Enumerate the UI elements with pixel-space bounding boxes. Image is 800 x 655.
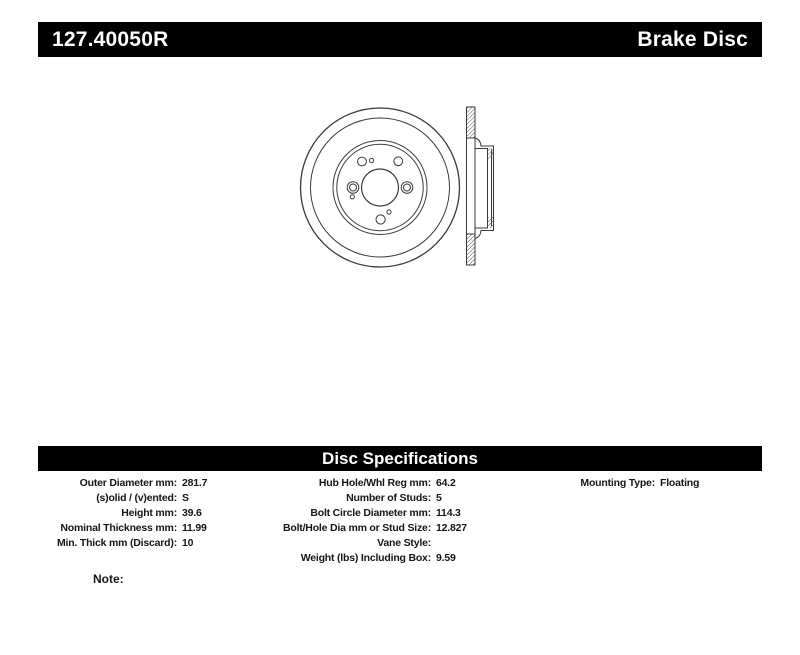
spec-column-middle: [280, 476, 467, 566]
stud-hole-top-left: [358, 157, 367, 166]
spec-row-weight: [280, 551, 467, 566]
spec-label: Height mm:: [121, 507, 177, 519]
spec-label: Bolt Circle Diameter mm:: [310, 507, 431, 519]
spec-row-hub-hole: [280, 476, 467, 491]
spec-row-bolt-hole-dia: [280, 521, 467, 536]
hat-inner-profile: [475, 149, 488, 229]
spec-value: 39.6: [182, 507, 202, 519]
spec-value: S: [182, 492, 189, 504]
rotor-plate-hatch-top: [467, 107, 476, 138]
spec-label: Bolt/Hole Dia mm or Stud Size:: [282, 522, 431, 534]
stud-hole-right: [404, 184, 411, 191]
spec-row-nominal-thickness: [30, 521, 207, 536]
spec-value: 9.59: [436, 552, 456, 564]
spec-value: 64.2: [436, 477, 456, 489]
stud-hole-left: [350, 184, 357, 191]
spec-label: (s)olid / (v)ented:: [96, 492, 177, 504]
spec-row-number-of-studs: [280, 491, 467, 506]
spec-value: 114.3: [436, 507, 461, 519]
spec-value: 5: [436, 492, 442, 504]
stud-hole-bottom: [376, 215, 385, 224]
disc-specifications-bar: [38, 446, 762, 471]
spec-label: Min. Thick mm (Discard):: [56, 537, 177, 549]
section-title: Disc Specifications: [322, 448, 478, 468]
spec-label: Mounting Type:: [580, 477, 655, 489]
small-hole-top: [370, 158, 374, 162]
spec-value: 281.7: [182, 477, 208, 489]
spec-row-vane-style: [280, 536, 467, 551]
spec-column-right: [530, 476, 699, 491]
note-label: Note:: [93, 572, 124, 586]
spec-label: Outer Diameter mm:: [79, 477, 177, 489]
spec-value: 10: [182, 537, 194, 549]
spec-row-solid-vented: [30, 491, 207, 506]
spec-label: Number of Studs:: [346, 492, 431, 504]
part-number: 127.40050R: [52, 27, 169, 51]
spec-value: 12.827: [436, 522, 467, 534]
outer-diameter-circle: [301, 108, 460, 267]
spec-row-outer-diameter: [30, 476, 207, 491]
disc-cross-section: [467, 107, 494, 265]
stud-hole-top-right: [394, 157, 403, 166]
small-hole-left: [350, 195, 354, 199]
spec-value: Floating: [660, 477, 700, 489]
small-hole-bottom: [387, 210, 391, 214]
spec-label: Nominal Thickness mm:: [60, 522, 177, 534]
hub-face-hatch-top: [488, 149, 494, 160]
stud-hole-right-ring: [401, 182, 413, 194]
spec-value: 11.99: [182, 522, 207, 534]
stud-hole-left-ring: [347, 182, 359, 194]
hub-center-hole: [362, 169, 399, 206]
title-bar: [38, 22, 762, 57]
brake-disc-drawing: [290, 95, 505, 280]
product-title: Brake Disc: [637, 27, 748, 51]
rotor-plate-hatch-bottom: [467, 234, 476, 265]
spec-row-mounting-type: [530, 476, 699, 491]
spec-label: Vane Style:: [377, 537, 431, 549]
friction-ring-inner-circle: [311, 118, 450, 257]
hub-face-hatch-bottom: [488, 217, 494, 228]
spec-row-height: [30, 506, 207, 521]
spec-label: Weight (lbs) Including Box:: [300, 552, 431, 564]
spec-label: Hub Hole/Whl Reg mm:: [318, 477, 431, 489]
spec-row-min-thick: [30, 536, 207, 551]
disc-front-view: [301, 108, 460, 267]
spec-column-left: [30, 476, 207, 551]
spec-row-bolt-circle-diameter: [280, 506, 467, 521]
